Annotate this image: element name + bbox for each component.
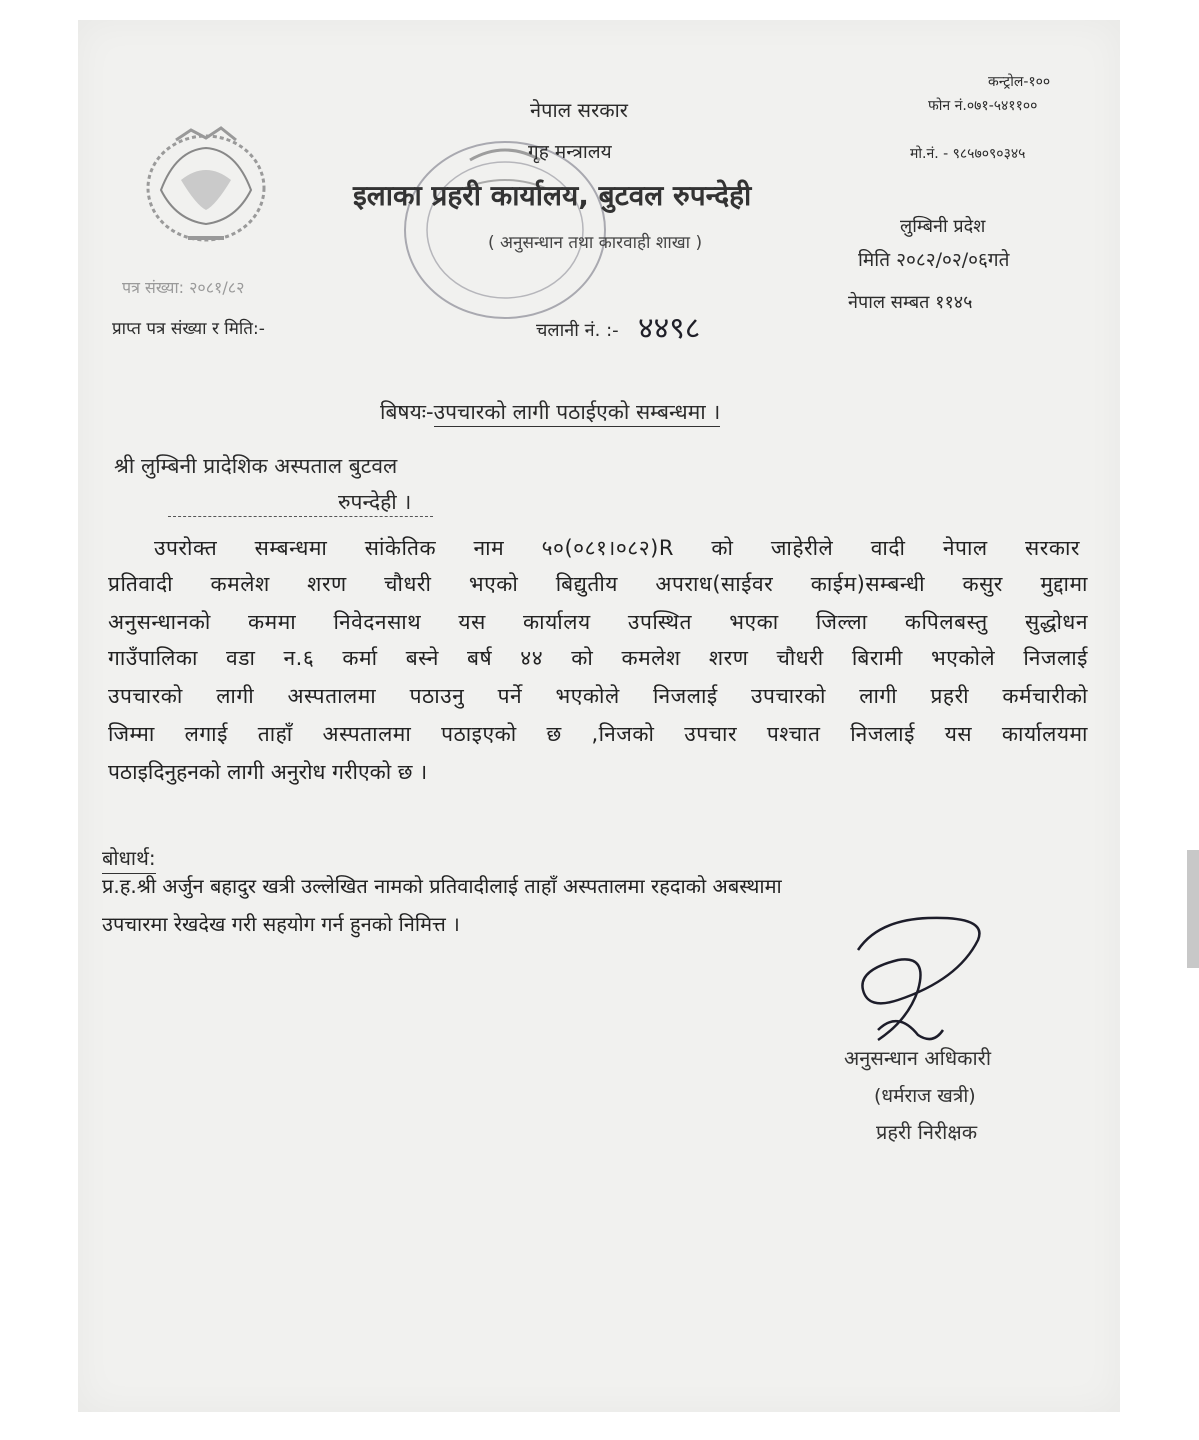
office-name: इलाका प्रहरी कार्यालय, बुटवल रुपन्देही bbox=[353, 179, 752, 212]
subject-line bbox=[380, 398, 720, 426]
body-line: उपरोक्त सम्बन्धमा सांकेतिक नाम ५०(०८१।०८२)R को जाहेरीले वादी नेपाल सरकार bbox=[154, 536, 1080, 560]
chalani-number: ४४९८ bbox=[638, 311, 701, 346]
branch-name: ( अनुसन्धान तथा कारवाही शाखा ) bbox=[488, 233, 703, 253]
control-number: कन्ट्रोल-१०० bbox=[988, 74, 1051, 90]
chalani-label: चलानी नं. :- bbox=[536, 320, 619, 341]
signatory-name: (धर्मराज खत्री) bbox=[874, 1085, 976, 1107]
scrollbar[interactable] bbox=[1187, 850, 1199, 968]
patra-sankhya: पत्र संख्या: २०८१/८२ bbox=[122, 278, 245, 297]
nepal-emblem-icon bbox=[136, 120, 276, 260]
ministry-name: गृह मन्त्रालय bbox=[528, 141, 612, 163]
subject-text: उपचारको लागी पठाईएको सम्बन्धमा । bbox=[434, 400, 721, 427]
addressee-line-2: रुपन्देही । bbox=[338, 490, 412, 514]
bodharth-line-1: प्र.ह.श्री अर्जुन बहादुर खत्री उल्लेखित नामको प्रतिवादीलाई ताहाँ अस्पतालमा रहदाको अबस्थामा bbox=[102, 874, 782, 898]
signature-icon bbox=[838, 910, 998, 1050]
signatory-rank: प्रहरी निरीक्षक bbox=[876, 1120, 978, 1144]
govt-name: नेपाल सरकार bbox=[530, 98, 628, 122]
subject-label: बिषयः- bbox=[380, 400, 434, 424]
body-line: जिम्मा लगाई ताहाँ अस्पतालमा पठाइएको छ ,निजको उपचार पश्चात निजलाई यस कार्यालयमा bbox=[108, 722, 1088, 746]
addressee-underline bbox=[168, 516, 433, 517]
body-line: पठाइदिनुहनको लागी अनुरोध गरीएको छ । bbox=[108, 760, 428, 784]
letter-date: मिति २०८२/०२/०६गते bbox=[858, 249, 1010, 271]
nepal-sambat: नेपाल सम्बत ११४५ bbox=[848, 292, 973, 313]
letter-page bbox=[78, 20, 1120, 1412]
addressee-line-1: श्री लुम्बिनी प्रादेशिक अस्पताल बुटवल bbox=[114, 454, 398, 478]
body-line: अनुसन्धानको कममा निवेदनसाथ यस कार्यालय उपस्थित भएका जिल्ला कपिलबस्तु सुद्धोधन bbox=[108, 610, 1088, 634]
body-line: गाउँपालिका वडा न.६ कर्मा बस्ने बर्ष ४४ को कमलेश शरण चौधरी बिरामी भएकोले निजलाई bbox=[108, 646, 1088, 670]
bodharth-line-2: उपचारमा रेखदेख गरी सहयोग गर्न हुनको निमित्त । bbox=[102, 912, 460, 936]
bodharth-label: बोधार्थ: bbox=[102, 844, 156, 874]
signatory-title: अनुसन्धान अधिकारी bbox=[844, 1046, 992, 1070]
body-line: उपचारको लागी अस्पतालमा पठाउनु पर्ने भएकोले निजलाई उपचारको लागी प्रहरी कर्मचारीको bbox=[108, 684, 1088, 708]
mobile-number: मो.नं. - ९८५७०९०३४५ bbox=[910, 146, 1026, 162]
province-name: लुम्बिनी प्रदेश bbox=[900, 216, 986, 237]
phone-number: फोन नं.०७१-५४११०० bbox=[928, 98, 1038, 114]
received-ref: प्राप्त पत्र संख्या र मिति:- bbox=[112, 319, 265, 339]
body-line: प्रतिवादी कमलेश शरण चौधरी भएको बिद्युतीय अपराध(साईवर काईम)सम्बन्धी कसुर मुद्दामा bbox=[108, 572, 1088, 596]
